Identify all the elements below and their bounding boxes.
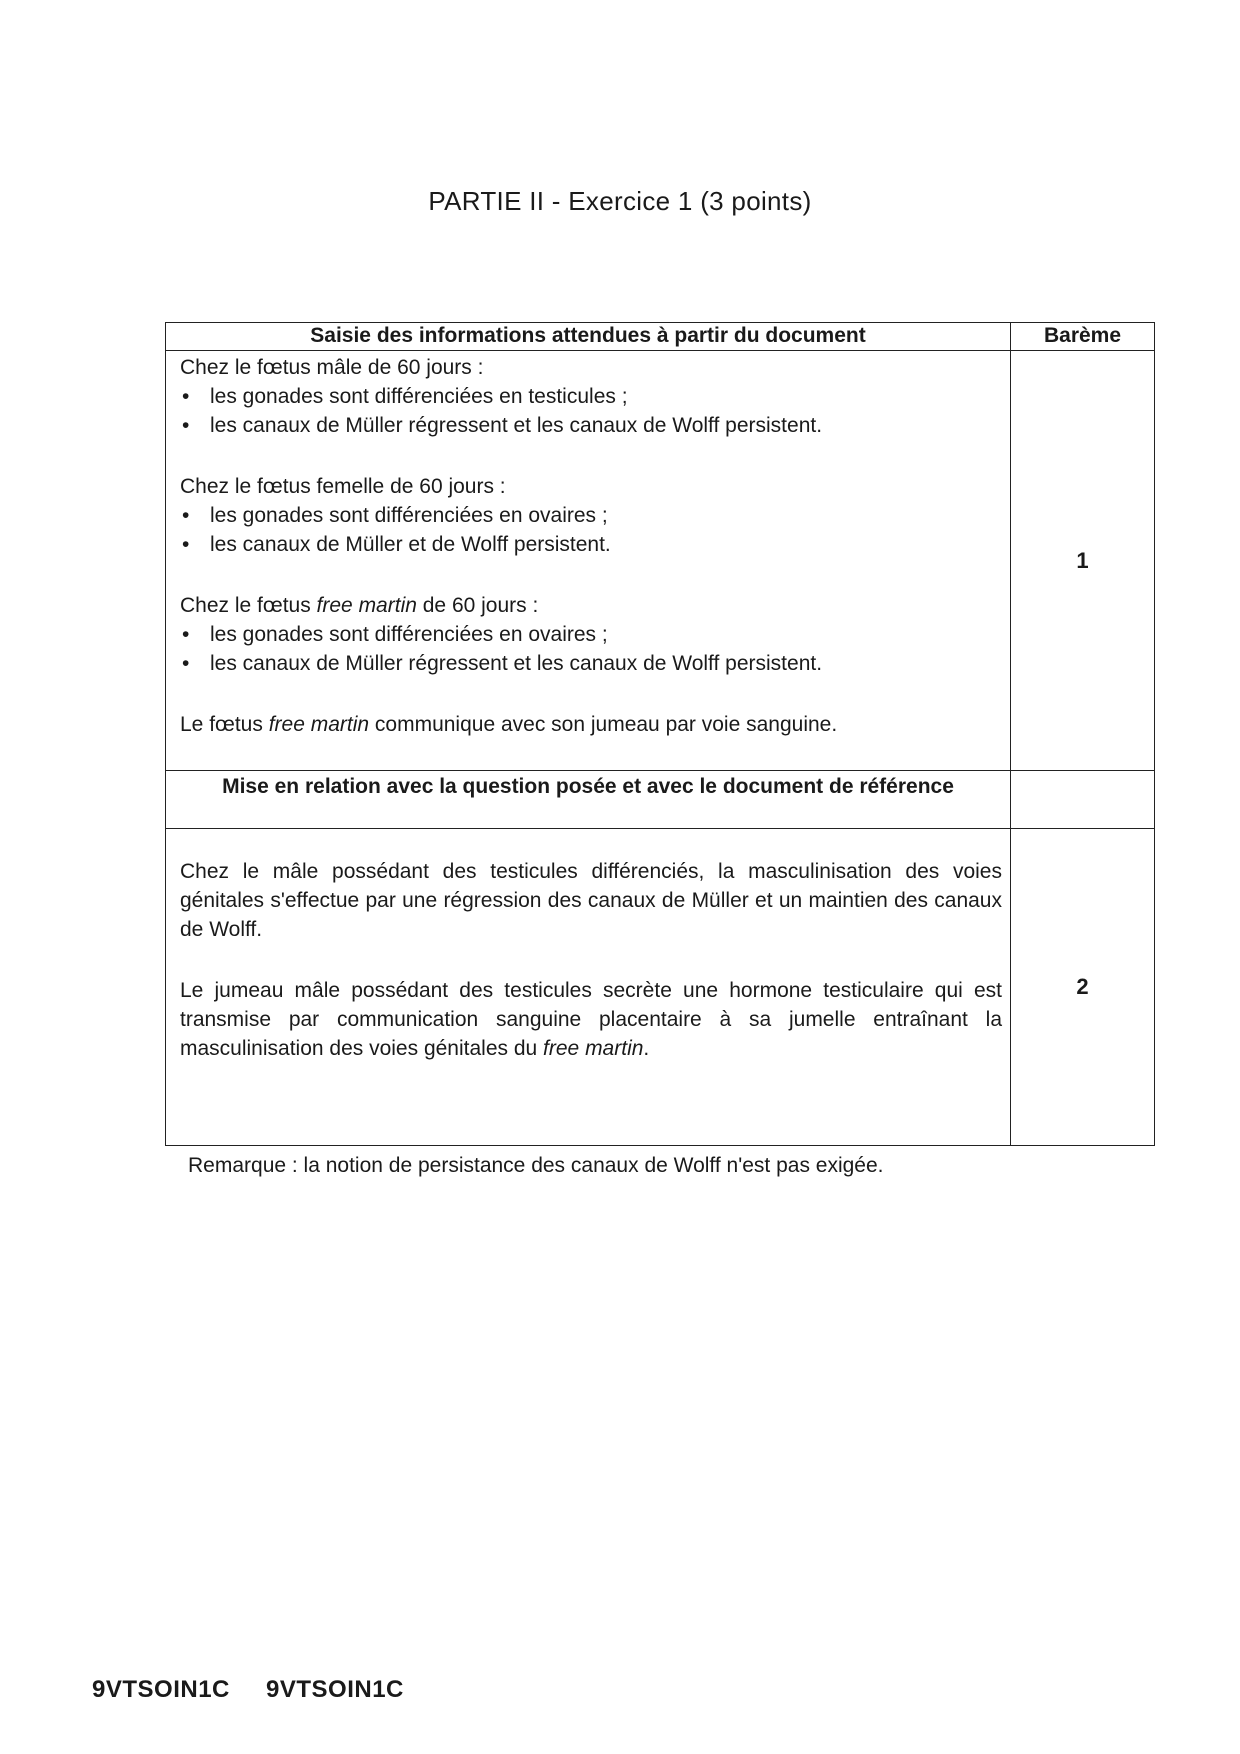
header-bareme: Barème	[1011, 323, 1154, 351]
list-item: • les canaux de Müller et de Wolff persistent.	[210, 530, 1002, 559]
relation-content	[166, 829, 1011, 1145]
male-intro: Chez le fœtus mâle de 60 jours :	[180, 356, 484, 379]
footer-code: 9VTSOIN1C	[92, 1676, 230, 1703]
header-info: Saisie des informations attendues à partir du document	[166, 323, 1011, 351]
list-item: • les gonades sont différenciées en testicules ;	[210, 382, 1002, 411]
female-list	[180, 501, 1002, 559]
info-content	[166, 351, 1011, 771]
relation-paragraph-2: Le jumeau mâle possédant des testicules secrète une hormone testiculaire qui est transmise par communication sanguine placentaire à sa jumelle entraînant la masculinisation des voies génitales du free martin.	[180, 979, 1002, 1060]
header-relation-score-empty	[1011, 771, 1154, 829]
female-intro: Chez le fœtus femelle de 60 jours :	[180, 475, 506, 498]
page-title: PARTIE II - Exercice 1 (3 points)	[428, 186, 812, 216]
remark-note: Remarque : la notion de persistance des canaux de Wolff n'est pas exigée.	[188, 1154, 884, 1177]
freemartin-list	[180, 620, 1002, 678]
grading-table	[165, 322, 1155, 1146]
list-item: • les gonades sont différenciées en ovaires ;	[210, 501, 1002, 530]
male-list	[180, 382, 1002, 440]
list-item: • les canaux de Müller régressent et les canaux de Wolff persistent.	[210, 649, 1002, 678]
header-relation: Mise en relation avec la question posée et avec le document de référence	[166, 771, 1011, 829]
list-item: • les gonades sont différenciées en ovaires ;	[210, 620, 1002, 649]
score-relation: 2	[1076, 974, 1089, 999]
freemartin-conclusion: Le fœtus free martin communique avec son jumeau par voie sanguine.	[180, 713, 838, 736]
freemartin-intro: Chez le fœtus free martin de 60 jours :	[180, 594, 539, 617]
footer-code: 9VTSOIN1C	[266, 1676, 404, 1703]
list-item: • les canaux de Müller régressent et les canaux de Wolff persistent.	[210, 411, 1002, 440]
relation-paragraph-1: Chez le mâle possédant des testicules différenciés, la masculinisation des voies génitales s'effectue par une régression des canaux de Müller et un maintien des canaux de Wolff.	[180, 860, 1002, 941]
score-info: 1	[1011, 351, 1154, 771]
